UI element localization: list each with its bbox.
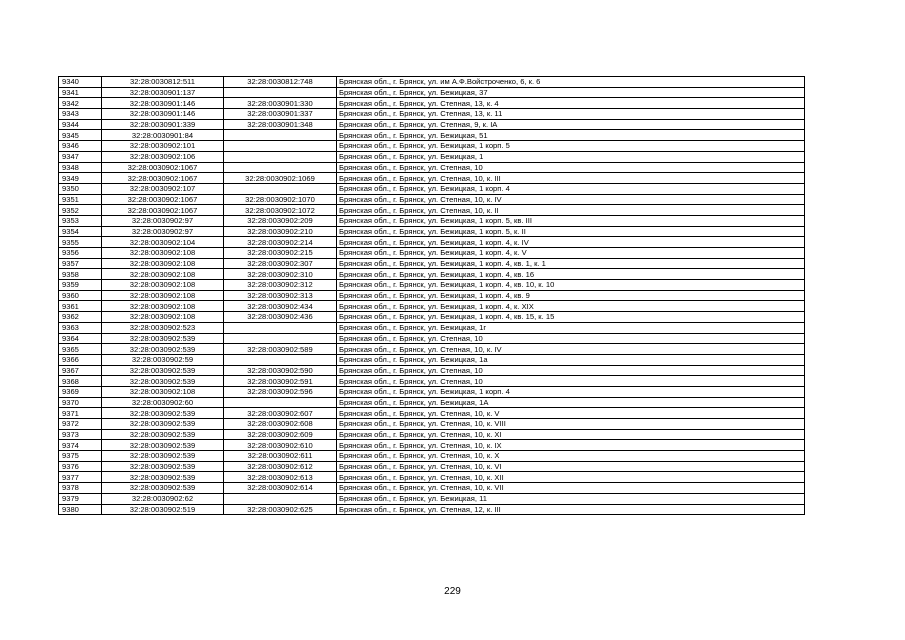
cadastral-number-cell: 32:28:0030902:97 [102,215,224,226]
row-number-cell: 9370 [59,397,102,408]
row-number-cell: 9375 [59,451,102,462]
sub-cadastral-number-cell: 32:28:0030902:436 [224,312,337,323]
page-number: 229 [444,586,461,597]
address-cell: Брянская обл., г. Брянск, ул. им А.Ф.Войстроченко, 6, к. 6 [337,77,805,88]
sub-cadastral-number-cell [224,141,337,152]
row-number-cell: 9358 [59,269,102,280]
row-number-cell: 9377 [59,472,102,483]
cadastral-number-cell: 32:28:0030902:539 [102,440,224,451]
row-number-cell: 9364 [59,333,102,344]
cadastral-number-cell: 32:28:0030901:137 [102,87,224,98]
cadastral-number-cell: 32:28:0030902:97 [102,226,224,237]
sub-cadastral-number-cell: 32:28:0030902:590 [224,365,337,376]
address-cell: Брянская обл., г. Брянск, ул. Бежицкая, 1А [337,397,805,408]
sub-cadastral-number-cell: 32:28:0030902:313 [224,290,337,301]
sub-cadastral-number-cell: 32:28:0030902:596 [224,386,337,397]
cadastral-number-cell: 32:28:0030902:1067 [102,162,224,173]
cadastral-number-cell: 32:28:0030902:1067 [102,194,224,205]
cadastral-number-cell: 32:28:0030901:84 [102,130,224,141]
cadastral-number-cell: 32:28:0030902:108 [102,301,224,312]
cadastral-number-cell: 32:28:0030902:108 [102,269,224,280]
cadastral-number-cell: 32:28:0030902:108 [102,290,224,301]
table-row [59,226,805,237]
cadastral-number-cell: 32:28:0030902:60 [102,397,224,408]
cadastral-number-cell: 32:28:0030902:539 [102,472,224,483]
table-row [59,301,805,312]
address-cell: Брянская обл., г. Брянск, ул. Бежицкая, 1а [337,354,805,365]
cadastral-number-cell: 32:28:0030902:108 [102,312,224,323]
table-row [59,397,805,408]
sub-cadastral-number-cell: 32:28:0030902:591 [224,376,337,387]
address-cell: Брянская обл., г. Брянск, ул. Степная, 10, к. V [337,408,805,419]
cadastral-number-cell: 32:28:0030902:539 [102,451,224,462]
cadastral-number-cell: 32:28:0030902:106 [102,151,224,162]
address-cell: Брянская обл., г. Брянск, ул. Степная, 10, к. VII [337,483,805,494]
table-row [59,173,805,184]
table-row [59,472,805,483]
row-number-cell: 9342 [59,98,102,109]
sub-cadastral-number-cell: 32:28:0030901:330 [224,98,337,109]
address-cell: Брянская обл., г. Брянск, ул. Бежицкая, 1 корп. 5 [337,141,805,152]
cadastral-number-cell: 32:28:0030902:1067 [102,205,224,216]
row-number-cell: 9376 [59,461,102,472]
cadastral-number-cell: 32:28:0030902:539 [102,376,224,387]
table-row [59,451,805,462]
cadastral-number-cell: 32:28:0030902:539 [102,419,224,430]
row-number-cell: 9373 [59,429,102,440]
table-row [59,215,805,226]
address-cell: Брянская обл., г. Брянск, ул. Бежицкая, 1 корп. 4, кв. 9 [337,290,805,301]
row-number-cell: 9340 [59,77,102,88]
table-row [59,205,805,216]
table-row [59,386,805,397]
table-row [59,504,805,515]
table-row [59,408,805,419]
row-number-cell: 9349 [59,173,102,184]
table-row [59,87,805,98]
sub-cadastral-number-cell: 32:28:0030902:215 [224,248,337,259]
address-cell: Брянская обл., г. Брянск, ул. Степная, 10, к. VI [337,461,805,472]
address-cell: Брянская обл., г. Брянск, ул. Бежицкая, 1 корп. 4, к. IV [337,237,805,248]
sub-cadastral-number-cell: 32:28:0030902:612 [224,461,337,472]
address-cell: Брянская обл., г. Брянск, ул. Бежицкая, 51 [337,130,805,141]
sub-cadastral-number-cell: 32:28:0030902:613 [224,472,337,483]
row-number-cell: 9353 [59,215,102,226]
address-cell: Брянская обл., г. Брянск, ул. Степная, 10 [337,333,805,344]
table-row [59,258,805,269]
row-number-cell: 9379 [59,493,102,504]
table-row [59,429,805,440]
sub-cadastral-number-cell: 32:28:0030902:607 [224,408,337,419]
row-number-cell: 9357 [59,258,102,269]
sub-cadastral-number-cell: 32:28:0030902:210 [224,226,337,237]
registry-table-body [59,77,805,515]
row-number-cell: 9354 [59,226,102,237]
address-cell: Брянская обл., г. Брянск, ул. Бежицкая, 1 корп. 4, кв. 15, к. 15 [337,312,805,323]
cadastral-number-cell: 32:28:0030902:108 [102,248,224,259]
cadastral-number-cell: 32:28:0030901:146 [102,98,224,109]
sub-cadastral-number-cell: 32:28:0030902:611 [224,451,337,462]
sub-cadastral-number-cell: 32:28:0030902:310 [224,269,337,280]
row-number-cell: 9344 [59,119,102,130]
address-cell: Брянская обл., г. Брянск, ул. Бежицкая, 11 [337,493,805,504]
sub-cadastral-number-cell: 32:28:0030902:312 [224,280,337,291]
sub-cadastral-number-cell: 32:28:0030812:748 [224,77,337,88]
table-row [59,365,805,376]
address-cell: Брянская обл., г. Брянск, ул. Бежицкая, 1 [337,151,805,162]
row-number-cell: 9343 [59,109,102,120]
address-cell: Брянская обл., г. Брянск, ул. Степная, 10 [337,162,805,173]
address-cell: Брянская обл., г. Брянск, ул. Бежицкая, 1 корп. 4, кв. 16 [337,269,805,280]
sub-cadastral-number-cell: 32:28:0030902:307 [224,258,337,269]
sub-cadastral-number-cell: 32:28:0030902:214 [224,237,337,248]
address-cell: Брянская обл., г. Брянск, ул. Степная, 10, к. IV [337,194,805,205]
row-number-cell: 9351 [59,194,102,205]
cadastral-number-cell: 32:28:0030902:107 [102,183,224,194]
row-number-cell: 9350 [59,183,102,194]
sub-cadastral-number-cell [224,151,337,162]
table-row [59,493,805,504]
cadastral-number-cell: 32:28:0030812:511 [102,77,224,88]
address-cell: Брянская обл., г. Брянск, ул. Степная, 10, к. III [337,173,805,184]
row-number-cell: 9363 [59,322,102,333]
cadastral-number-cell: 32:28:0030902:101 [102,141,224,152]
row-number-cell: 9365 [59,344,102,355]
table-row [59,322,805,333]
table-row [59,269,805,280]
cadastral-number-cell: 32:28:0030902:108 [102,280,224,291]
sub-cadastral-number-cell [224,397,337,408]
sub-cadastral-number-cell [224,354,337,365]
cadastral-number-cell: 32:28:0030902:539 [102,333,224,344]
row-number-cell: 9346 [59,141,102,152]
cadastral-number-cell: 32:28:0030902:539 [102,344,224,355]
row-number-cell: 9352 [59,205,102,216]
table-row [59,376,805,387]
address-cell: Брянская обл., г. Брянск, ул. Степная, 13, к. 11 [337,109,805,120]
table-row [59,312,805,323]
address-cell: Брянская обл., г. Брянск, ул. Степная, 10, к. II [337,205,805,216]
address-cell: Брянская обл., г. Брянск, ул. Бежицкая, 1 корп. 4, кв. 10, к. 10 [337,280,805,291]
table-row [59,354,805,365]
row-number-cell: 9348 [59,162,102,173]
row-number-cell: 9355 [59,237,102,248]
row-number-cell: 9341 [59,87,102,98]
sub-cadastral-number-cell [224,333,337,344]
table-row [59,162,805,173]
address-cell: Брянская обл., г. Брянск, ул. Бежицкая, 1 корп. 5, к. II [337,226,805,237]
cadastral-number-cell: 32:28:0030902:108 [102,386,224,397]
table-row [59,194,805,205]
row-number-cell: 9369 [59,386,102,397]
table-row [59,483,805,494]
cadastral-number-cell: 32:28:0030901:146 [102,109,224,120]
cadastral-number-cell: 32:28:0030902:519 [102,504,224,515]
address-cell: Брянская обл., г. Брянск, ул. Степная, 10, к. XII [337,472,805,483]
sub-cadastral-number-cell [224,322,337,333]
cadastral-number-cell: 32:28:0030902:523 [102,322,224,333]
address-cell: Брянская обл., г. Брянск, ул. Бежицкая, 1 корп. 4, кв. 1, к. 1 [337,258,805,269]
cadastral-number-cell: 32:28:0030902:59 [102,354,224,365]
sub-cadastral-number-cell: 32:28:0030902:1072 [224,205,337,216]
table-row [59,141,805,152]
row-number-cell: 9378 [59,483,102,494]
address-cell: Брянская обл., г. Брянск, ул. Степная, 12, к. III [337,504,805,515]
sub-cadastral-number-cell [224,493,337,504]
table-row [59,333,805,344]
row-number-cell: 9368 [59,376,102,387]
cadastral-number-cell: 32:28:0030902:104 [102,237,224,248]
sub-cadastral-number-cell: 32:28:0030902:209 [224,215,337,226]
sub-cadastral-number-cell: 32:28:0030902:614 [224,483,337,494]
address-cell: Брянская обл., г. Брянск, ул. Бежицкая, 37 [337,87,805,98]
address-cell: Брянская обл., г. Брянск, ул. Степная, 10 [337,376,805,387]
table-row [59,130,805,141]
cadastral-number-cell: 32:28:0030901:339 [102,119,224,130]
cadastral-number-cell: 32:28:0030902:62 [102,493,224,504]
sub-cadastral-number-cell: 32:28:0030902:1069 [224,173,337,184]
row-number-cell: 9380 [59,504,102,515]
table-row [59,109,805,120]
address-cell: Брянская обл., г. Брянск, ул. Бежицкая, 1г [337,322,805,333]
row-number-cell: 9366 [59,354,102,365]
row-number-cell: 9356 [59,248,102,259]
sub-cadastral-number-cell: 32:28:0030901:348 [224,119,337,130]
sub-cadastral-number-cell [224,130,337,141]
sub-cadastral-number-cell: 32:28:0030902:610 [224,440,337,451]
sub-cadastral-number-cell: 32:28:0030902:625 [224,504,337,515]
address-cell: Брянская обл., г. Брянск, ул. Бежицкая, 1 корп. 5, кв. III [337,215,805,226]
row-number-cell: 9367 [59,365,102,376]
row-number-cell: 9345 [59,130,102,141]
sub-cadastral-number-cell [224,162,337,173]
table-row [59,151,805,162]
address-cell: Брянская обл., г. Брянск, ул. Бежицкая, 1 корп. 4, к. XIX [337,301,805,312]
table-row [59,280,805,291]
sub-cadastral-number-cell: 32:28:0030901:337 [224,109,337,120]
sub-cadastral-number-cell [224,87,337,98]
address-cell: Брянская обл., г. Брянск, ул. Степная, 10, к. IV [337,344,805,355]
table-row [59,77,805,88]
table-row [59,344,805,355]
table-row [59,248,805,259]
address-cell: Брянская обл., г. Брянск, ул. Степная, 10, к. IX [337,440,805,451]
cadastral-number-cell: 32:28:0030902:539 [102,483,224,494]
sub-cadastral-number-cell: 32:28:0030902:589 [224,344,337,355]
row-number-cell: 9374 [59,440,102,451]
row-number-cell: 9362 [59,312,102,323]
table-row [59,461,805,472]
row-number-cell: 9361 [59,301,102,312]
cadastral-number-cell: 32:28:0030902:108 [102,258,224,269]
row-number-cell: 9359 [59,280,102,291]
row-number-cell: 9347 [59,151,102,162]
row-number-cell: 9371 [59,408,102,419]
row-number-cell: 9360 [59,290,102,301]
cadastral-number-cell: 32:28:0030902:1067 [102,173,224,184]
row-number-cell: 9372 [59,419,102,430]
table-row [59,237,805,248]
address-cell: Брянская обл., г. Брянск, ул. Степная, 9, к. IA [337,119,805,130]
table-row [59,98,805,109]
table-row [59,440,805,451]
table-row [59,119,805,130]
cadastral-number-cell: 32:28:0030902:539 [102,365,224,376]
address-cell: Брянская обл., г. Брянск, ул. Степная, 13, к. 4 [337,98,805,109]
address-cell: Брянская обл., г. Брянск, ул. Бежицкая, 1 корп. 4 [337,386,805,397]
sub-cadastral-number-cell: 32:28:0030902:434 [224,301,337,312]
sub-cadastral-number-cell: 32:28:0030902:609 [224,429,337,440]
cadastral-number-cell: 32:28:0030902:539 [102,408,224,419]
address-cell: Брянская обл., г. Брянск, ул. Бежицкая, 1 корп. 4, к. V [337,248,805,259]
property-registry-table [58,76,805,515]
table-row [59,183,805,194]
address-cell: Брянская обл., г. Брянск, ул. Степная, 10 [337,365,805,376]
table-row [59,419,805,430]
address-cell: Брянская обл., г. Брянск, ул. Степная, 10, к. VIII [337,419,805,430]
cadastral-number-cell: 32:28:0030902:539 [102,429,224,440]
address-cell: Брянская обл., г. Брянск, ул. Степная, 10, к. X [337,451,805,462]
address-cell: Брянская обл., г. Брянск, ул. Бежицкая, 1 корп. 4 [337,183,805,194]
address-cell: Брянская обл., г. Брянск, ул. Степная, 10, к. XI [337,429,805,440]
sub-cadastral-number-cell: 32:28:0030902:1070 [224,194,337,205]
cadastral-number-cell: 32:28:0030902:539 [102,461,224,472]
sub-cadastral-number-cell: 32:28:0030902:608 [224,419,337,430]
table-row [59,290,805,301]
sub-cadastral-number-cell [224,183,337,194]
